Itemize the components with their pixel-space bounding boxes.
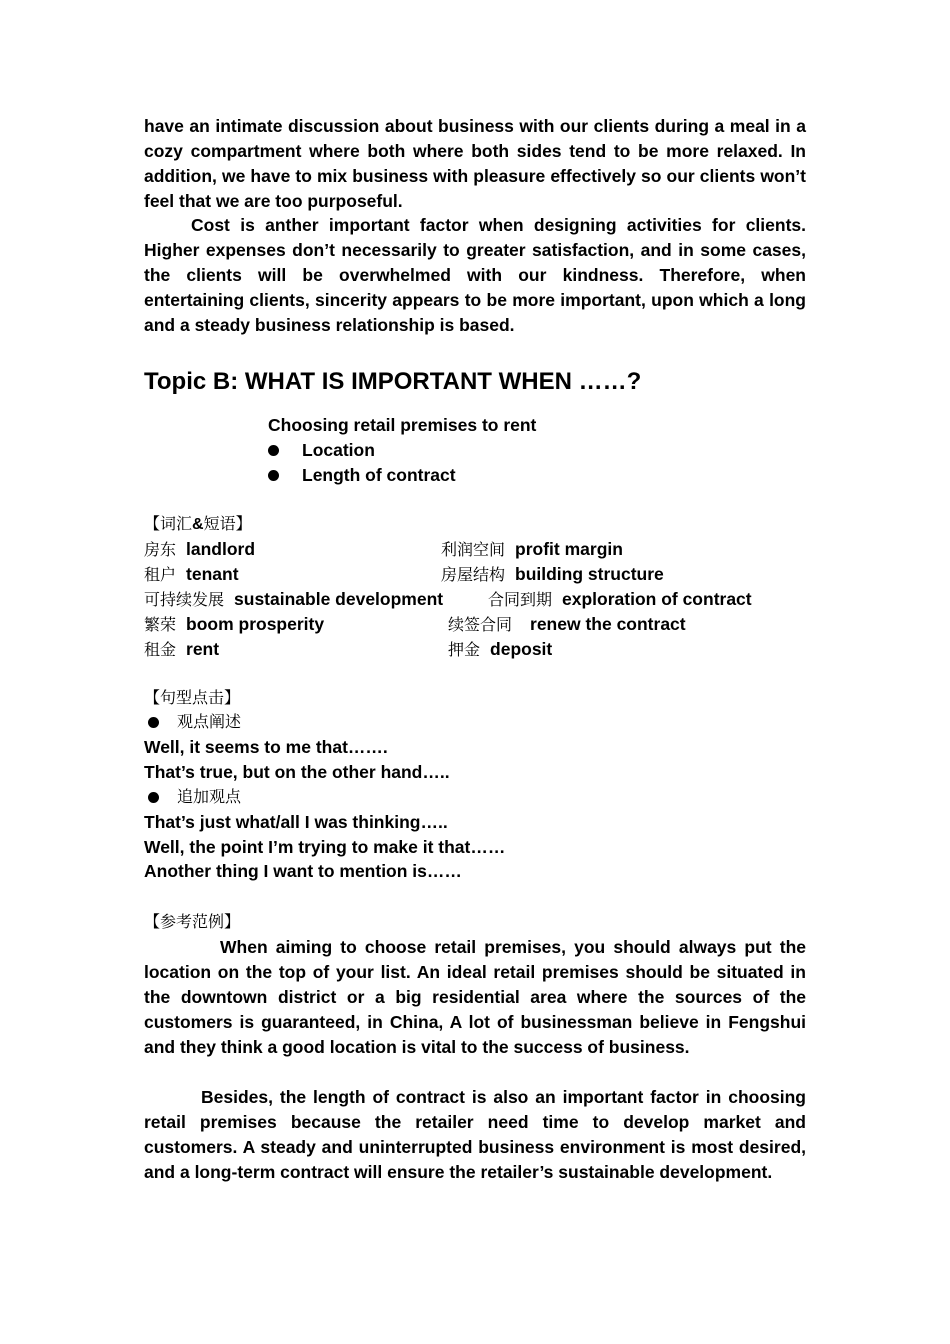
vocab-en: tenant bbox=[186, 563, 239, 584]
vocab-en: building structure bbox=[515, 563, 664, 584]
vocab-en: sustainable development bbox=[234, 588, 444, 609]
bullet-icon bbox=[148, 717, 159, 728]
vocab-pair bbox=[441, 562, 664, 588]
intro-paragraph-1: have an intimate discussion about business with our clients during a meal in a cozy compartment where both where both sides tend to be more relaxed. In addition, we have to mix business with pleasure effectively so our clients won’t feel that we are too purposeful. bbox=[144, 116, 806, 211]
vocab-en: profit margin bbox=[515, 539, 623, 559]
pattern-group-label bbox=[144, 710, 505, 735]
pattern-line: Well, it seems to me that……. bbox=[144, 736, 388, 757]
topic-bullet bbox=[268, 438, 536, 463]
patterns-heading: 【句型点击】 bbox=[144, 688, 241, 707]
pattern-group-label-text: 追加观点 bbox=[177, 786, 242, 806]
example-paragraph-1: When aiming to choose retail premises, you should always put the location on the top of your list. An ideal retail premises should be situated in the downtown district or a big residential area where the sources of the customers is guaranteed, in China, A lot of businessman believe in Fengshui and they think a good location is vital to the success of business. bbox=[144, 937, 806, 1057]
bullet-icon bbox=[148, 792, 159, 803]
vocab-pair bbox=[144, 537, 255, 563]
vocab-row bbox=[144, 612, 844, 637]
vocab-cn: 利润空间 bbox=[441, 540, 506, 559]
vocab-row bbox=[144, 587, 844, 612]
vocab-pair bbox=[144, 587, 443, 613]
intro-paragraph-2: Cost is anther important factor when designing activities for clients. Higher expenses don’t necessarily to greater satisfaction, and in some cases, the clients will be overwhelmed with our kindness. Therefore, when entertaining clients, sincerity appears to be more important, upon which a long and a steady business relationship is based. bbox=[144, 215, 806, 335]
vocab-cn: 租户 bbox=[144, 564, 177, 584]
pattern-group-label bbox=[144, 785, 505, 810]
vocab-pair bbox=[448, 637, 552, 663]
vocab-cn: 续签合同 bbox=[448, 614, 513, 634]
vocab-pair bbox=[144, 612, 324, 638]
bullet-icon bbox=[268, 445, 279, 456]
vocab-heading-amp: & bbox=[192, 516, 204, 533]
vocab-heading-open: 【词汇 bbox=[144, 514, 193, 533]
bullet-text: Length of contract bbox=[302, 464, 456, 485]
vocab-cn: 繁荣 bbox=[144, 614, 177, 634]
topic-title: Topic B: WHAT IS IMPORTANT WHEN ……? bbox=[144, 368, 642, 395]
topic-subtitle: Choosing retail premises to rent bbox=[268, 415, 537, 435]
vocab-pair bbox=[448, 612, 686, 638]
example-heading: 【参考范例】 bbox=[144, 912, 241, 931]
vocab-en: deposit bbox=[490, 638, 553, 659]
topic-subtopic bbox=[268, 413, 536, 488]
vocab-pair bbox=[144, 637, 219, 663]
vocab-cn: 合同到期 bbox=[488, 589, 553, 609]
example-paragraph-2: Besides, the length of contract is also an important factor in choosing retail premises because the retailer need time to develop market and customers. A steady and uninterrupted business environment is most desired, and a long-term contract will ensure the retailer’s sustainable development. bbox=[144, 1087, 806, 1182]
pattern-line: That’s true, but on the other hand….. bbox=[144, 761, 450, 782]
vocab-heading bbox=[144, 512, 252, 538]
patterns-list bbox=[144, 710, 505, 884]
vocab-pair bbox=[144, 562, 239, 588]
vocab-row bbox=[144, 637, 844, 662]
vocab-cn: 可持续发展 bbox=[144, 589, 225, 609]
pattern-line: That’s just what/all I was thinking….. bbox=[144, 811, 448, 832]
bullet-icon bbox=[268, 470, 279, 481]
vocab-en: rent bbox=[186, 638, 220, 659]
vocab-table bbox=[144, 537, 844, 661]
vocab-pair bbox=[488, 587, 752, 613]
vocab-pair bbox=[441, 537, 623, 563]
vocab-row bbox=[144, 537, 844, 562]
pattern-line: Well, the point I’m trying to make it that…… bbox=[144, 836, 506, 857]
pattern-group-label-text: 观点阐述 bbox=[177, 712, 242, 731]
vocab-en: exploration of contract bbox=[562, 588, 752, 609]
vocab-cn: 房屋结构 bbox=[441, 564, 506, 584]
pattern-line: Another thing I want to mention is…… bbox=[144, 861, 462, 882]
vocab-heading-close: 短语】 bbox=[203, 514, 252, 533]
vocab-en: boom prosperity bbox=[186, 613, 325, 634]
vocab-cn: 租金 bbox=[144, 639, 177, 659]
vocab-en: renew the contract bbox=[530, 613, 686, 634]
bullet-text: Location bbox=[302, 439, 375, 460]
vocab-cn: 房东 bbox=[144, 540, 177, 559]
vocab-cn: 押金 bbox=[448, 639, 481, 659]
vocab-row bbox=[144, 562, 844, 587]
topic-bullet bbox=[268, 463, 536, 488]
vocab-en: landlord bbox=[186, 539, 256, 559]
